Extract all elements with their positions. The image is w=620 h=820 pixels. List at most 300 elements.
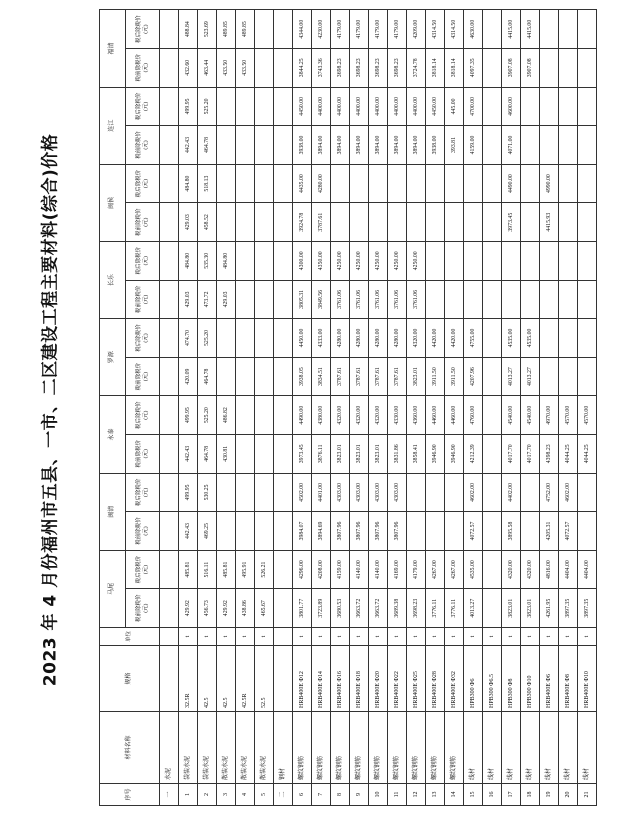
table-row (559, 10, 578, 806)
price-cell: 4179.00 (369, 10, 388, 49)
price-cell (274, 550, 293, 589)
row-seq: 15 (464, 784, 483, 806)
table-header (100, 10, 160, 806)
header-price-after-tax: 税后除税价(元) (126, 396, 160, 435)
table-row (521, 10, 540, 806)
table-row (331, 10, 350, 806)
price-cell: 464.78 (198, 126, 217, 165)
price-cell (483, 357, 502, 396)
price-cell (483, 396, 502, 435)
table-row (445, 10, 464, 806)
price-cell: 4320.00 (407, 319, 426, 358)
price-cell: 3938.00 (426, 126, 445, 165)
price-cell: 4303.00 (388, 473, 407, 512)
row-seq: 7 (312, 784, 331, 806)
price-cell (578, 126, 597, 165)
price-cell: 4360.00 (407, 396, 426, 435)
price-cell (483, 280, 502, 319)
price-cell: 4816.00 (540, 550, 559, 589)
row-unit: t (312, 628, 331, 646)
header-seq: 序号 (100, 784, 160, 806)
row-spec: HRB400E Φ6 (540, 646, 559, 712)
price-cell (255, 164, 274, 203)
price-cell (483, 87, 502, 126)
row-unit: t (483, 628, 502, 646)
price-cell: 4179.00 (407, 550, 426, 589)
row-material-name: 散装水泥 (236, 712, 255, 784)
price-cell (331, 164, 350, 203)
price-cell (160, 87, 179, 126)
price-cell (255, 396, 274, 435)
price-cell: 484.80 (217, 241, 236, 280)
price-cell: 4314.50 (445, 10, 464, 49)
price-cell: 4570.00 (559, 396, 578, 435)
price-cell (578, 512, 597, 551)
price-cell: 3663.72 (369, 589, 388, 628)
price-cell (160, 280, 179, 319)
price-cell: 3818.14 (445, 48, 464, 87)
price-cell (255, 473, 274, 512)
header-price-after-tax: 税后除税价(元) (126, 473, 160, 512)
row-unit: t (350, 628, 369, 646)
price-cell: 3761.06 (350, 280, 369, 319)
price-cell (445, 203, 464, 242)
price-cell (578, 280, 597, 319)
price-cell (426, 241, 445, 280)
price-cell: 4401.00 (312, 473, 331, 512)
price-cell: 3823.01 (502, 589, 521, 628)
table-row (160, 10, 179, 806)
row-seq: 2 (198, 784, 217, 806)
row-unit (274, 628, 293, 646)
price-cell (578, 203, 597, 242)
header-price-before-tax: 税前除税价(元) (126, 589, 160, 628)
row-unit (160, 628, 179, 646)
row-unit: t (521, 628, 540, 646)
price-cell (578, 241, 597, 280)
price-cell (255, 512, 274, 551)
row-unit: t (369, 628, 388, 646)
price-cell: 4205.31 (540, 512, 559, 551)
price-cell: 3680.53 (331, 589, 350, 628)
price-cell: 430.81 (217, 435, 236, 474)
price-cell: 4179.00 (350, 10, 369, 49)
price-cell: 3894.00 (312, 126, 331, 165)
row-unit: t (217, 628, 236, 646)
row-seq: 二 (274, 784, 293, 806)
price-cell: 4400.00 (350, 87, 369, 126)
price-cell (369, 203, 388, 242)
price-cell (483, 473, 502, 512)
price-cell: 4320.00 (521, 550, 540, 589)
row-spec: HRB400E Φ12 (293, 646, 312, 712)
price-cell (274, 126, 293, 165)
row-seq: 8 (331, 784, 350, 806)
header-region: 闽侯 (100, 164, 126, 241)
table-row (369, 10, 388, 806)
row-unit: t (255, 628, 274, 646)
price-cell: 4398.23 (540, 435, 559, 474)
price-cell: 445.00 (445, 87, 464, 126)
price-cell (255, 48, 274, 87)
price-cell: 4320.00 (331, 396, 350, 435)
row-seq: 4 (236, 784, 255, 806)
price-cell: 3876.11 (312, 435, 331, 474)
price-cell: 4267.00 (445, 550, 464, 589)
price-cell: 4602.00 (559, 473, 578, 512)
price-cell (559, 164, 578, 203)
price-cell: 3698.23 (369, 48, 388, 87)
price-cell (559, 87, 578, 126)
price-cell: 4540.00 (502, 396, 521, 435)
price-cell: 4320.00 (350, 396, 369, 435)
price-cell: 4071.00 (502, 126, 521, 165)
price-cell (483, 48, 502, 87)
price-cell: 4280.00 (369, 319, 388, 358)
price-cell: 3823.01 (521, 589, 540, 628)
price-cell (217, 473, 236, 512)
price-cell (483, 589, 502, 628)
price-cell (464, 203, 483, 242)
price-cell: 442.43 (179, 512, 198, 551)
price-cell: 3911.50 (445, 357, 464, 396)
price-cell: 3823.01 (369, 435, 388, 474)
header-spec: 规格 (100, 646, 160, 712)
price-cell: 4300.00 (293, 241, 312, 280)
price-cell (255, 280, 274, 319)
price-cell: 3973.45 (502, 203, 521, 242)
price-cell: 3787.61 (312, 203, 331, 242)
price-cell: 518.13 (198, 164, 217, 203)
price-cell (483, 126, 502, 165)
price-cell (236, 164, 255, 203)
price-cell (160, 357, 179, 396)
price-cell: 4420.00 (445, 319, 464, 358)
price-cell (540, 241, 559, 280)
price-cell (445, 164, 464, 203)
price-cell (407, 164, 426, 203)
price-cell: 3834.51 (312, 357, 331, 396)
row-material-name: 螺纹钢筋 (369, 712, 388, 784)
price-cell: 499.95 (179, 87, 198, 126)
table-row (464, 10, 483, 806)
price-cell (578, 10, 597, 49)
price-cell: 4435.00 (293, 164, 312, 203)
row-material-name: 螺纹钢筋 (312, 712, 331, 784)
header-price-before-tax: 税前除税价(元) (126, 512, 160, 551)
price-cell: 4017.70 (502, 435, 521, 474)
price-cell: 4296.00 (293, 550, 312, 589)
price-cell (445, 280, 464, 319)
row-material-name: 螺纹钢筋 (407, 712, 426, 784)
price-cell: 4752.00 (540, 473, 559, 512)
header-price-after-tax: 税后除税价(元) (126, 164, 160, 203)
row-material-name: 螺纹钢筋 (426, 712, 445, 784)
price-cell: 4570.00 (578, 396, 597, 435)
table-row (388, 10, 407, 806)
price-cell (369, 164, 388, 203)
price-cell: 4159.00 (331, 550, 350, 589)
price-cell: 3663.72 (350, 589, 369, 628)
price-cell: 3787.61 (331, 357, 350, 396)
price-cell: 4250.00 (369, 241, 388, 280)
price-cell (217, 319, 236, 358)
price-cell (445, 241, 464, 280)
price-cell (160, 435, 179, 474)
price-cell: 4267.00 (426, 550, 445, 589)
page-title: 2023 年 4 月份福州市五县、一市、二区建设工程主要材料(综合)价格 (40, 133, 61, 687)
row-seq: 19 (540, 784, 559, 806)
price-cell (255, 241, 274, 280)
price-cell (236, 512, 255, 551)
price-cell: 3776.11 (426, 589, 445, 628)
row-spec: HRB400E Φ18 (350, 646, 369, 712)
price-cell: 4450.00 (293, 87, 312, 126)
price-cell (274, 203, 293, 242)
table-row (217, 10, 236, 806)
row-material-name: 螺纹钢筋 (350, 712, 369, 784)
price-cell: 3946.90 (426, 435, 445, 474)
price-cell (274, 357, 293, 396)
row-material-name: 螺纹钢筋 (388, 712, 407, 784)
price-cell (274, 589, 293, 628)
price-cell: 4350.00 (312, 241, 331, 280)
price-cell: 499.95 (179, 396, 198, 435)
price-cell: 4044.25 (559, 435, 578, 474)
price-cell: 530.25 (198, 473, 217, 512)
price-cell (274, 164, 293, 203)
row-unit: t (502, 628, 521, 646)
price-cell: 4970.00 (540, 396, 559, 435)
row-material-name: 线材 (483, 712, 502, 784)
price-cell (217, 512, 236, 551)
price-cell (502, 241, 521, 280)
price-cell: 3895.58 (502, 512, 521, 551)
price-cell: 393.81 (445, 126, 464, 165)
price-cell (160, 10, 179, 49)
row-spec: 32.5R (179, 646, 198, 712)
price-cell: 526.21 (255, 550, 274, 589)
price-cell: 3831.86 (388, 435, 407, 474)
price-cell (578, 319, 597, 358)
row-spec: 52.5 (255, 646, 274, 712)
price-cell (255, 126, 274, 165)
price-cell: 429.03 (217, 280, 236, 319)
price-cell: 3698.23 (407, 589, 426, 628)
price-cell: 3924.78 (293, 203, 312, 242)
price-cell: 3761.06 (407, 280, 426, 319)
price-cell (236, 435, 255, 474)
price-cell: 4207.96 (464, 357, 483, 396)
price-cell (540, 87, 559, 126)
price-cell (236, 203, 255, 242)
price-cell (426, 473, 445, 512)
table-row (540, 10, 559, 806)
price-cell: 3761.06 (331, 280, 350, 319)
price-cell (274, 435, 293, 474)
price-cell: 429.03 (179, 280, 198, 319)
price-cell: 525.20 (198, 319, 217, 358)
table-row (293, 10, 312, 806)
price-cell (483, 203, 502, 242)
price-cell (160, 203, 179, 242)
price-cell: 3724.78 (407, 48, 426, 87)
row-material-name: 散装水泥 (217, 712, 236, 784)
price-cell: 4097.35 (464, 48, 483, 87)
price-cell (274, 473, 293, 512)
price-cell: 3801.77 (293, 589, 312, 628)
price-cell: 4535.00 (502, 319, 521, 358)
header-unit: 单位 (100, 628, 160, 646)
row-seq: 一 (160, 784, 179, 806)
price-cell: 4208.00 (312, 550, 331, 589)
price-cell: 525.20 (198, 87, 217, 126)
header-price-after-tax: 税后除税价(元) (126, 319, 160, 358)
row-material-name: 水泥 (160, 712, 179, 784)
table-row (179, 10, 198, 806)
price-cell: 3946.90 (445, 435, 464, 474)
row-spec: 42.5 (198, 646, 217, 712)
price-cell: 3698.23 (350, 48, 369, 87)
price-cell (521, 126, 540, 165)
header-price-before-tax: 税前除税价(元) (126, 126, 160, 165)
price-cell: 3894.00 (331, 126, 350, 165)
price-cell: 433.50 (236, 48, 255, 87)
price-cell: 432.60 (179, 48, 198, 87)
row-unit: t (540, 628, 559, 646)
row-spec: HRB400E Φ8 (559, 646, 578, 712)
price-cell (274, 396, 293, 435)
row-material-name: 钢材 (274, 712, 293, 784)
price-cell: 484.80 (179, 241, 198, 280)
table-row (426, 10, 445, 806)
row-unit: t (236, 628, 255, 646)
price-cell (407, 203, 426, 242)
price-cell (578, 357, 597, 396)
row-spec: HRB400E Φ28 (426, 646, 445, 712)
row-material-name: 线材 (502, 712, 521, 784)
price-cell (160, 241, 179, 280)
price-cell: 4159.00 (464, 126, 483, 165)
price-cell: 4990.00 (540, 164, 559, 203)
header-price-before-tax: 税前除税价(元) (126, 48, 160, 87)
price-cell: 4460.00 (445, 396, 464, 435)
row-seq: 18 (521, 784, 540, 806)
price-cell (255, 87, 274, 126)
price-cell: 4380.00 (312, 396, 331, 435)
price-cell: 489.85 (236, 10, 255, 49)
price-cell: 4280.00 (350, 319, 369, 358)
price-cell: 4450.00 (426, 87, 445, 126)
price-cell: 4140.00 (350, 550, 369, 589)
table-row (350, 10, 369, 806)
price-cell: 4700.00 (464, 87, 483, 126)
row-material-name: 线材 (464, 712, 483, 784)
price-cell (160, 396, 179, 435)
price-cell (483, 241, 502, 280)
price-cell: 438.86 (236, 589, 255, 628)
price-cell: 4502.00 (293, 473, 312, 512)
price-cell (521, 87, 540, 126)
price-cell (483, 512, 502, 551)
price-cell: 3743.36 (312, 48, 331, 87)
price-cell (559, 280, 578, 319)
row-unit: t (464, 628, 483, 646)
price-cell (160, 48, 179, 87)
price-cell (521, 164, 540, 203)
row-spec: HRB400E Φ22 (388, 646, 407, 712)
price-cell (483, 550, 502, 589)
price-cell (274, 319, 293, 358)
price-cell: 4230.00 (312, 10, 331, 49)
price-cell: 4250.00 (388, 241, 407, 280)
price-cell: 4303.00 (369, 473, 388, 512)
price-cell: 4280.00 (312, 164, 331, 203)
row-seq: 9 (350, 784, 369, 806)
header-price-before-tax: 税前除税价(元) (126, 280, 160, 319)
price-cell: 4044.25 (578, 435, 597, 474)
header-region: 闽清 (100, 473, 126, 550)
price-cell: 499.95 (179, 473, 198, 512)
price-cell: 4303.00 (331, 473, 350, 512)
price-cell (559, 126, 578, 165)
price-cell: 3894.00 (350, 126, 369, 165)
price-cell: 3938.00 (293, 126, 312, 165)
header-price-before-tax: 税前除税价(元) (126, 203, 160, 242)
price-cell (559, 319, 578, 358)
price-cell (559, 241, 578, 280)
row-spec: HRB400E Φ10 (578, 646, 597, 712)
price-cell: 3907.08 (502, 48, 521, 87)
price-cell (274, 280, 293, 319)
row-material-name: 线材 (578, 712, 597, 784)
price-cell: 4013.27 (521, 357, 540, 396)
price-cell: 3844.25 (293, 48, 312, 87)
price-cell: 4760.00 (464, 396, 483, 435)
price-cell: 3897.35 (559, 589, 578, 628)
price-cell: 4261.95 (540, 589, 559, 628)
row-unit: t (578, 628, 597, 646)
row-material-name: 袋装水泥 (179, 712, 198, 784)
price-cell: 3807.96 (331, 512, 350, 551)
price-cell (483, 435, 502, 474)
price-cell (540, 357, 559, 396)
price-cell: 4140.00 (369, 550, 388, 589)
price-cell: 473.72 (198, 280, 217, 319)
row-spec (160, 646, 179, 712)
price-cell: 3818.14 (426, 48, 445, 87)
price-cell (236, 241, 255, 280)
price-cell: 474.70 (179, 319, 198, 358)
price-cell: 4280.00 (331, 319, 350, 358)
row-seq: 21 (578, 784, 597, 806)
price-cell: 4344.00 (293, 10, 312, 49)
header-material-name: 材料名称 (100, 712, 160, 784)
row-spec: HPB300 Φ6.5 (483, 646, 502, 712)
price-cell (521, 280, 540, 319)
price-cell (407, 512, 426, 551)
price-cell: 4303.00 (350, 473, 369, 512)
price-cell (160, 512, 179, 551)
header-row-regions (100, 10, 126, 806)
price-cell: 3938.05 (293, 357, 312, 396)
header-region: 长乐 (100, 241, 126, 318)
price-cell: 3907.08 (521, 48, 540, 87)
price-cell (350, 203, 369, 242)
table-row (483, 10, 502, 806)
price-cell: 4600.00 (502, 87, 521, 126)
price-cell: 3787.61 (350, 357, 369, 396)
